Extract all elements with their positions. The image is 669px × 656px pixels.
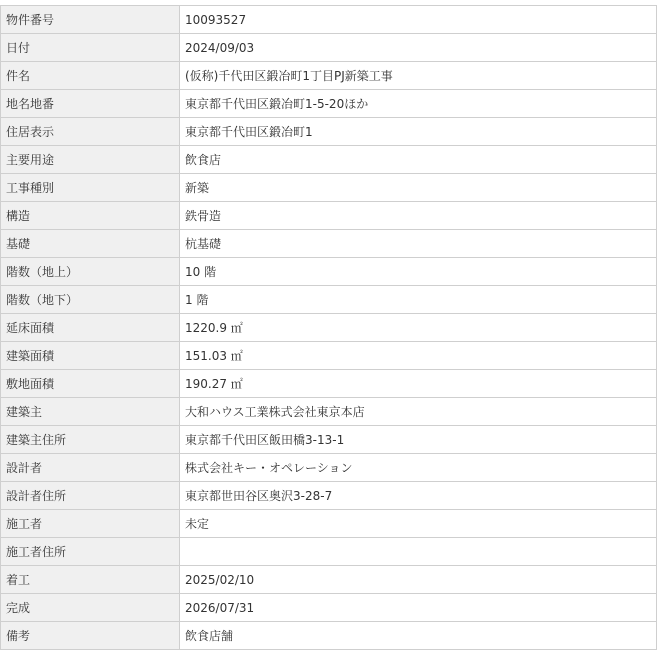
row-designer [1,454,657,482]
date-value: 2024/09/03 [180,34,657,62]
designer-address-value: 東京都世田谷区奥沢3-28-7 [180,482,657,510]
lot-number-value: 東京都千代田区鍛冶町1-5-20ほか [180,90,657,118]
row-start-date [1,566,657,594]
floors-below-label: 階数（地下） [1,286,180,314]
lot-number-label: 地名地番 [1,90,180,118]
row-owner [1,398,657,426]
contractor-address-value [180,538,657,566]
completion-date-value: 2026/07/31 [180,594,657,622]
date-label: 日付 [1,34,180,62]
row-owner-address [1,426,657,454]
row-date [1,34,657,62]
building-area-value: 151.03 ㎡ [180,342,657,370]
row-site-area [1,370,657,398]
owner-address-value: 東京都千代田区飯田橋3-13-1 [180,426,657,454]
row-contractor-address [1,538,657,566]
construction-type-value: 新築 [180,174,657,202]
row-construction-type [1,174,657,202]
row-main-use [1,146,657,174]
row-property-number [1,6,657,34]
remarks-label: 備考 [1,622,180,650]
start-date-value: 2025/02/10 [180,566,657,594]
foundation-label: 基礎 [1,230,180,258]
row-project-name [1,62,657,90]
row-remarks [1,622,657,650]
construction-type-label: 工事種別 [1,174,180,202]
contractor-address-label: 施工者住所 [1,538,180,566]
project-name-label: 件名 [1,62,180,90]
row-residential-address [1,118,657,146]
row-completion-date [1,594,657,622]
property-details-table [0,5,657,650]
row-building-area [1,342,657,370]
project-name-value: (仮称)千代田区鍛冶町1丁目PJ新築工事 [180,62,657,90]
owner-value: 大和ハウス工業株式会社東京本店 [180,398,657,426]
floors-below-value: 1 階 [180,286,657,314]
designer-label: 設計者 [1,454,180,482]
main-use-label: 主要用途 [1,146,180,174]
structure-label: 構造 [1,202,180,230]
owner-label: 建築主 [1,398,180,426]
site-area-label: 敷地面積 [1,370,180,398]
row-total-floor-area [1,314,657,342]
row-lot-number [1,90,657,118]
designer-address-label: 設計者住所 [1,482,180,510]
floors-above-label: 階数（地上） [1,258,180,286]
completion-date-label: 完成 [1,594,180,622]
main-use-value: 飲食店 [180,146,657,174]
start-date-label: 着工 [1,566,180,594]
row-structure [1,202,657,230]
total-floor-area-label: 延床面積 [1,314,180,342]
structure-value: 鉄骨造 [180,202,657,230]
row-designer-address [1,482,657,510]
owner-address-label: 建築主住所 [1,426,180,454]
residential-address-label: 住居表示 [1,118,180,146]
remarks-value: 飲食店舗 [180,622,657,650]
row-contractor [1,510,657,538]
contractor-value: 未定 [180,510,657,538]
residential-address-value: 東京都千代田区鍛冶町1 [180,118,657,146]
property-number-label: 物件番号 [1,6,180,34]
row-foundation [1,230,657,258]
contractor-label: 施工者 [1,510,180,538]
designer-value: 株式会社キー・オペレーション [180,454,657,482]
site-area-value: 190.27 ㎡ [180,370,657,398]
property-number-value: 10093527 [180,6,657,34]
row-floors-below [1,286,657,314]
building-area-label: 建築面積 [1,342,180,370]
total-floor-area-value: 1220.9 ㎡ [180,314,657,342]
floors-above-value: 10 階 [180,258,657,286]
foundation-value: 杭基礎 [180,230,657,258]
row-floors-above [1,258,657,286]
